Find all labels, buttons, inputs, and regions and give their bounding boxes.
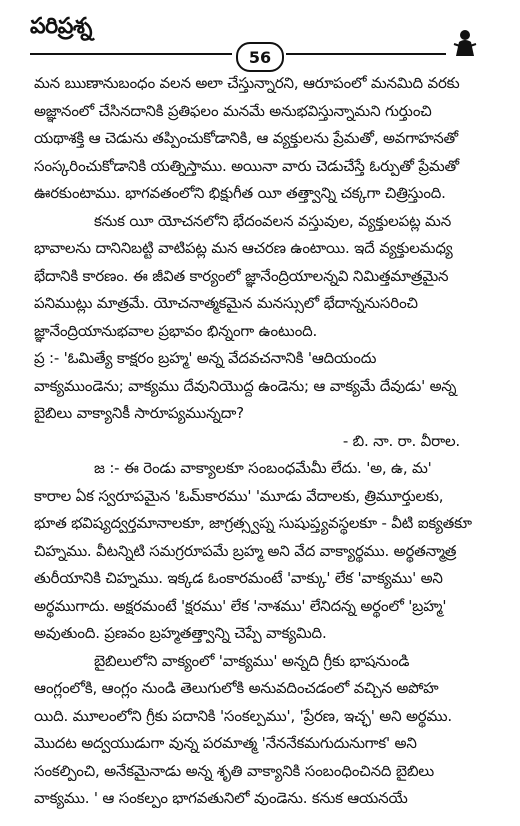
text-line: అజ్ఞానంలో చేసినదానికి ప్రతిఫలం మనమే అనుభవిస్తున్నామని గుర్తుంచి	[34, 101, 432, 120]
text-line: తురీయానికి చిహ్నము. ఇక్కడ ఓంకారమంటే 'వాక్కు' లేక 'వాక్యము' అని	[34, 569, 443, 587]
text-line: భావాలను దానినిబట్టి వాటిపట్ల మన ఆచరణ ఉంటాయి. ఇదే వ్యక్తులమధ్య	[34, 239, 453, 257]
text-line: యిది. మూలంలోని గ్రీకు పదానికి 'సంకల్పము', 'ప్రేరణ, ఇచ్ఛ' అని అర్థము.	[34, 706, 452, 725]
header-rule-right	[286, 53, 446, 55]
paragraph	[34, 345, 490, 428]
header-rule-left	[30, 53, 232, 55]
text-line: మొదట అద్వయుడుగా వున్న పరమాత్మ 'నేననేకమగుదునుగాక' అని	[34, 734, 417, 752]
text-line: బైబిలులోని వాక్యంలో 'వాక్యము' అన్నది గ్రీకు భాషనుండి	[94, 651, 410, 670]
book-title: పరిప్రశ్న	[30, 14, 92, 39]
text-line: ఆంగ్లంలోకి, ఆంగ్లం నుండి తెలుగులోకి అనువదించడంలో వచ్చిన అపోహ	[34, 679, 439, 697]
text-line: ప్ర :- 'ఓమిత్యే కాక్షరం బ్రహ్మ' అన్న వేదవచనానికి 'ఆదియందు	[34, 349, 377, 367]
text-line: భూత భవిష్యద్వర్తమానాలకూ, జాగ్రత్స్వప్న సుషుప్త్యవస్థలకూ - వీటి ఐక్యతకూ	[34, 514, 472, 532]
text-line: సంకల్పించి, అనేకమైనాడు అన్న శృతి వాక్యానికి సంబంధించినది బైబిలు	[34, 761, 434, 780]
text-line: జ :- ఈ రెండు వాక్యాలకూ సంబంధమేమీ లేదు. 'అ, ఉ, మ'	[94, 459, 432, 477]
text-line: బైబిలు వాక్యానికీ సారూప్యమున్నదా?	[34, 404, 244, 422]
text-line: వాక్యము. ' ఆ సంకల్పం భాగవతునిలో వుండెను. కనుక ఆయనయే	[34, 789, 408, 807]
page-header	[0, 0, 520, 70]
text-line: కారాల ఏక స్వరూపమైన 'ఓమ్‌కారము' 'మూడు వేదాలకు, త్రిమూర్తులకు,	[34, 486, 444, 505]
text-line: భేదానికి కారణం. ఈ జీవిత కార్యంలో జ్ఞానేంద్రియాలన్నవి నిమిత్తమాత్రమైన	[34, 266, 449, 285]
paragraph	[34, 208, 490, 346]
page-body	[34, 70, 490, 813]
text-line: అవుతుంది. ప్రణవం బ్రహ్మతత్త్వాన్ని చెప్పే వాక్యమిది.	[34, 624, 327, 642]
text-line: అర్థముగాదు. అక్షరమంటే 'క్షరము' లేక 'నాశము' లేనిదన్న అర్థంలో 'బ్రహ్మ'	[34, 596, 447, 615]
text-line: సంస్కరించుకోడానికి యత్నిస్తాము. అయినా వారు చెడుచేస్తే ఓర్పుతో ప్రేమతో	[34, 156, 459, 175]
page-number: 56	[236, 42, 284, 72]
text-line: జ్ఞానేంద్రియానుభవాల ప్రభావం భిన్నంగా ఉంటుంది.	[34, 321, 318, 340]
paragraph	[34, 428, 490, 456]
text-line: వాక్యముండెను; వాక్యము దేవునియొద్ద ఉండెను; ఆ వాక్యమే దేవుడు' అన్న	[34, 376, 457, 395]
paragraph	[34, 455, 490, 648]
text-line: యథాశక్తి ఆ చెడును తప్పించుకోడానికి, ఆ వ్యక్తులను ప్రేమతో, అవగాహనతో	[34, 129, 458, 147]
text-line: మన ఋణానుబంధం వలన అలా చేస్తున్నారని, ఆరూపంలో మనమిది వరకు	[34, 74, 460, 92]
text-line: చిహ్నము. వీటన్నిటి సమగ్రరూపమే బ్రహ్మ అని వేద వాక్యార్థము. అర్థతన్మాత్ర	[34, 541, 457, 560]
author-emblem-icon	[452, 28, 478, 58]
text-line: కనుక యీ యోచనలోని భేదంవలన వస్తువుల, వ్యక్తులపట్ల మన	[94, 211, 452, 230]
paragraph	[34, 70, 490, 208]
text-line: పనిముట్లు మాత్రమే. యోచనాత్మకమైన మనస్సులో భేదాన్ననుసరించి	[34, 294, 418, 312]
text-line: ఊరకుంటాము. భాగవతంలోని భిక్షుగీత యీ తత్త్వాన్ని చక్కగా చిత్రిస్తుంది.	[34, 184, 446, 202]
questioner-signature: - బి. నా. రా. వీరాల.	[342, 431, 460, 450]
paragraph	[34, 648, 490, 813]
